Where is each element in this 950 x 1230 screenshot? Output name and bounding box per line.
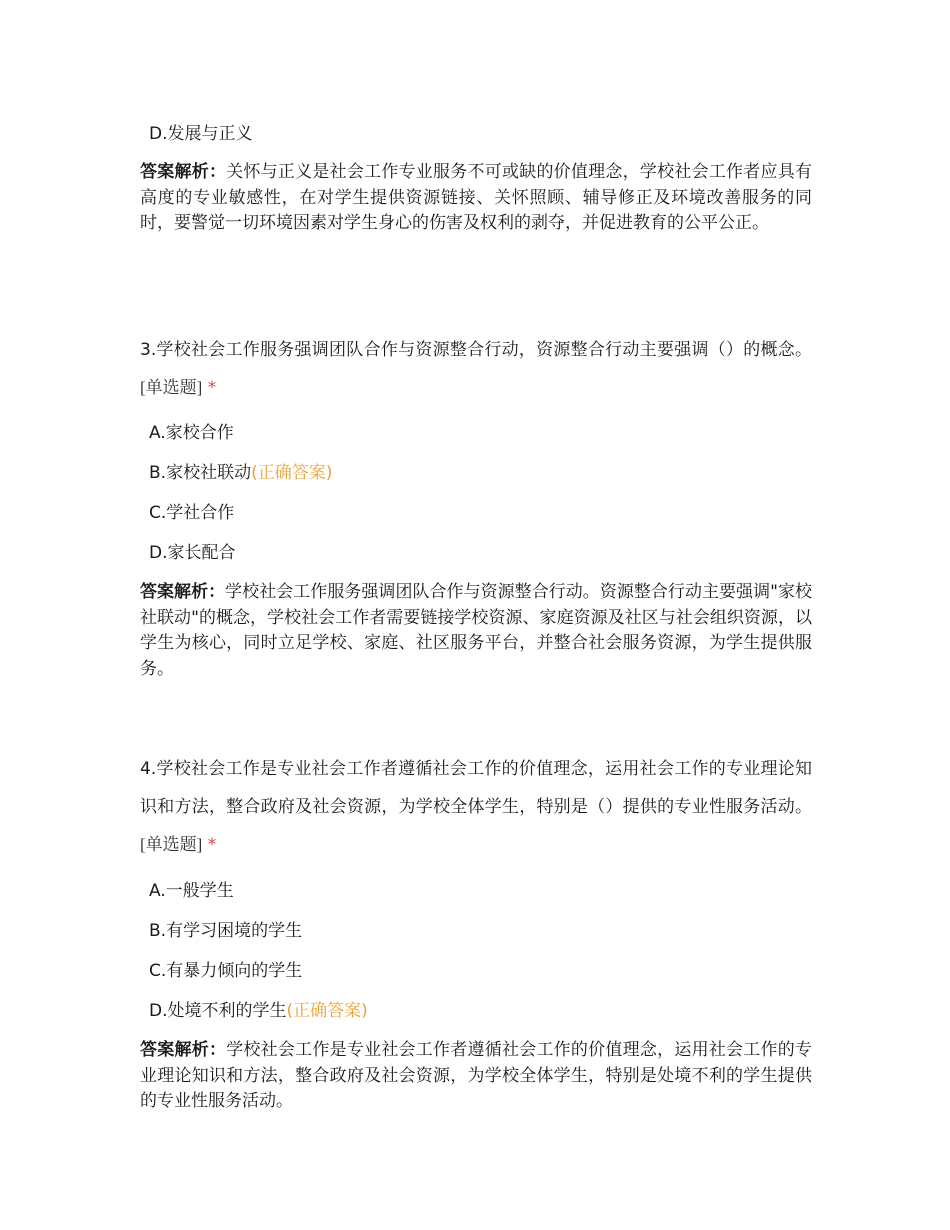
correct-answer-tag: (正确答案) [251, 463, 333, 483]
analysis-text: 关怀与正义是社会工作专业服务不可或缺的价值理念，学校社会工作者应具有高度的专业敏感性，在对学生提供资源链接、关怀照顾、辅导修正及环境改善服务的同时，要警觉一切环境因素对学生身心的伤害及权利的剥夺，并促进教育的公平公正。 [140, 162, 813, 233]
question-type: [单选题] [140, 835, 203, 854]
analysis-label: 答案解析： [140, 162, 227, 182]
question-text: 3.学校社会工作服务强调团队合作与资源整合行动，资源整合行动主要强调（）的概念。 [140, 340, 812, 360]
q4-option-c [149, 959, 302, 983]
option-text: A.一般学生 [149, 881, 234, 901]
q2-answer-analysis [140, 160, 812, 237]
q4-option-b [149, 919, 302, 943]
analysis-text: 学校社会工作是专业社会工作者遵循社会工作的价值理念，运用社会工作的专业理论知识和方法，整合政府及社会资源，为学校全体学生，特别是处境不利的学生提供的专业性服务活动。 [140, 1040, 813, 1111]
q4-option-a [149, 879, 234, 903]
q2-option-d [149, 122, 253, 146]
option-text: B.家校社联动 [149, 463, 252, 483]
option-text: C.有暴力倾向的学生 [149, 961, 303, 981]
q3-option-b [149, 461, 332, 485]
q4-option-d [149, 999, 368, 1023]
option-text: D.发展与正义 [149, 124, 253, 144]
analysis-label: 答案解析： [140, 1040, 227, 1060]
option-text: C.学社合作 [149, 503, 235, 523]
question-text: 4.学校社会工作是专业社会工作者遵循社会工作的价值理念，运用社会工作的专业理论知识和方法，整合政府及社会资源，为学校全体学生，特别是（）提供的专业性服务活动。 [140, 759, 812, 817]
option-text: B.有学习困境的学生 [149, 921, 303, 941]
option-text: A.家校合作 [149, 423, 234, 443]
q3-question [140, 331, 812, 407]
q3-answer-analysis [140, 580, 812, 682]
analysis-text: 学校社会工作服务强调团队合作与资源整合行动。资源整合行动主要强调"家校社联动"的概念，学校社会工作者需要链接学校资源、家庭资源及社区与社会组织资源，以学生为核心，同时立足学校、家庭、社区服务平台，并整合社会服务资源，为学生提供服务。 [140, 582, 812, 679]
q3-option-a [149, 421, 234, 445]
required-mark: * [207, 835, 217, 855]
q4-answer-analysis [140, 1038, 812, 1115]
question-type: [单选题] [140, 378, 203, 397]
q4-question [140, 750, 812, 864]
analysis-label: 答案解析： [140, 582, 226, 602]
correct-answer-tag: (正确答案) [286, 1001, 368, 1021]
q3-option-c [149, 501, 234, 525]
option-text: D.处境不利的学生 [149, 1001, 287, 1021]
q3-option-d [149, 541, 236, 565]
required-mark: * [207, 378, 217, 398]
option-text: D.家长配合 [149, 543, 236, 563]
